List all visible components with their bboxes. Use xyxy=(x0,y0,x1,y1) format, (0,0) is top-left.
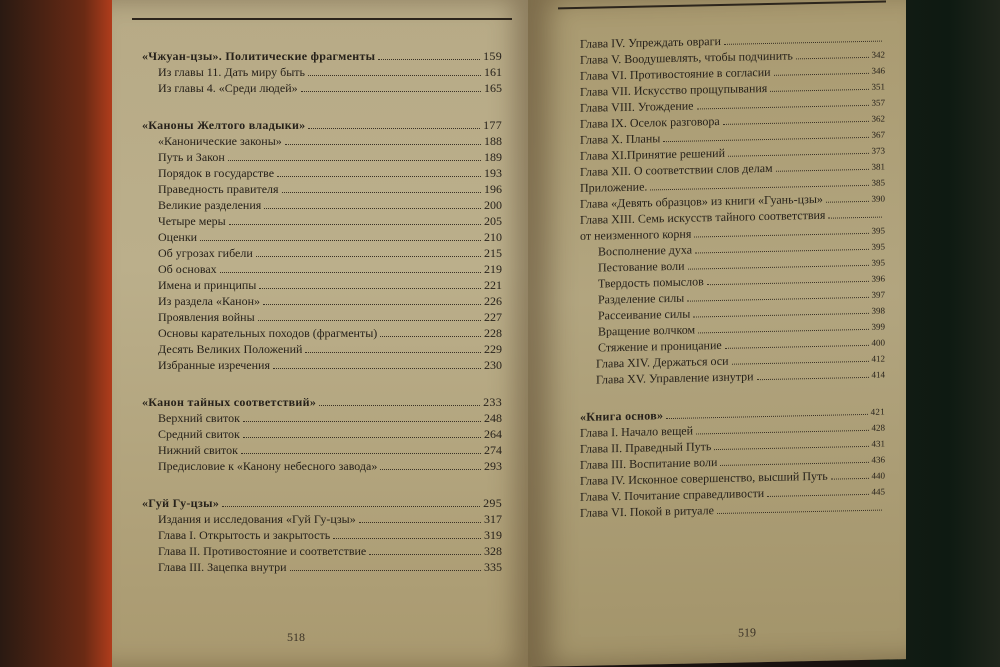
toc-entry xyxy=(142,410,502,426)
toc-entry xyxy=(142,559,502,575)
toc-entry-page: 159 xyxy=(483,49,502,63)
toc-entry-page: 414 xyxy=(871,369,885,380)
dot-leader xyxy=(380,336,481,337)
toc-entry-title: Глава VIII. Угождение xyxy=(580,98,694,115)
dot-leader xyxy=(277,176,481,177)
toc-entry-title: Оценки xyxy=(158,230,198,244)
toc-entry-title: Глава III. Воспитание воли xyxy=(580,455,718,472)
toc-entry-title: Глава «Девять образцов» из книги «Гуань-цзы» xyxy=(580,191,823,211)
dot-leader xyxy=(720,462,868,466)
toc-entry-page: 226 xyxy=(484,294,502,308)
dot-leader xyxy=(693,313,868,318)
toc-entry xyxy=(142,64,502,80)
toc-entry-title: «Книга основ» xyxy=(580,408,664,424)
toc-entry-title: Глава IV. Исконное совершенство, высший Путь xyxy=(580,468,828,488)
dot-leader xyxy=(241,453,481,454)
section-gap xyxy=(142,96,502,117)
toc-entry-page: 230 xyxy=(484,358,502,372)
toc-entry-title: Порядок в государстве xyxy=(158,166,275,180)
toc-entry-title: Об угрозах гибели xyxy=(158,246,253,260)
right-page xyxy=(528,0,906,667)
toc-entry-page: 445 xyxy=(871,486,885,497)
dot-leader xyxy=(663,137,868,142)
toc-entry-page: 390 xyxy=(871,193,885,204)
dot-leader xyxy=(285,144,481,145)
toc-entry-page: 367 xyxy=(871,129,885,140)
dot-leader xyxy=(695,249,868,254)
toc-entry-title: Глава III. Зацепка внутри xyxy=(158,560,287,574)
toc-entry xyxy=(142,197,502,213)
toc-entry-page: 362 xyxy=(871,113,885,124)
toc-entry xyxy=(142,357,502,373)
dot-leader xyxy=(826,201,869,203)
section-gap xyxy=(142,474,502,495)
section-gap xyxy=(142,373,502,394)
toc-entry-title: Глава I. Начало вещей xyxy=(580,423,694,440)
toc-entry-page: 357 xyxy=(871,97,885,108)
dot-leader xyxy=(831,478,869,480)
toc-entry-title: от неизменного корня xyxy=(580,226,692,243)
toc-entry-title: Пестование воли xyxy=(598,258,685,275)
toc-entry xyxy=(142,309,502,325)
dot-leader xyxy=(378,59,480,60)
dot-leader xyxy=(728,153,868,157)
dot-leader xyxy=(308,128,480,129)
dot-leader xyxy=(687,297,868,302)
dot-leader xyxy=(229,224,481,225)
toc-entry-title: «Чжуан-цзы». Политические фрагменты xyxy=(142,49,376,63)
toc-entry-title: Великие разделения xyxy=(158,198,262,212)
table-of-contents-left xyxy=(142,48,502,575)
toc-entry-page: 396 xyxy=(871,273,885,284)
dot-leader xyxy=(259,288,481,289)
dot-leader xyxy=(369,554,481,555)
header-rule xyxy=(132,18,512,20)
header-rule xyxy=(558,1,886,10)
toc-entry-title: Об основах xyxy=(158,262,217,276)
toc-entry-page: 412 xyxy=(871,353,885,364)
toc-entry-page: 397 xyxy=(871,289,885,300)
toc-entry-page: 229 xyxy=(484,342,502,356)
toc-entry-page: 351 xyxy=(871,81,885,92)
dot-leader xyxy=(222,506,480,507)
dot-leader xyxy=(308,75,481,76)
toc-entry-page: 165 xyxy=(484,81,502,95)
toc-section-heading xyxy=(142,394,502,410)
dot-leader xyxy=(723,121,869,125)
toc-entry-page: 317 xyxy=(484,512,502,526)
toc-entry-title: Нижний свиток xyxy=(158,443,238,457)
toc-entry xyxy=(142,458,502,474)
toc-entry-page: 188 xyxy=(484,134,502,148)
toc-entry-title: Проявления войны xyxy=(158,310,255,324)
toc-entry-page: 381 xyxy=(871,161,885,172)
toc-entry xyxy=(142,293,502,309)
toc-entry-page: 400 xyxy=(871,337,885,348)
dot-leader xyxy=(724,41,882,45)
toc-entry-page: 161 xyxy=(484,65,502,79)
toc-entry xyxy=(142,149,502,165)
toc-entry-page: 395 xyxy=(871,241,885,252)
dot-leader xyxy=(256,256,481,257)
toc-entry-title: Стяжение и проницание xyxy=(598,337,722,355)
toc-entry-title: Глава VI. Противостояние в согласии xyxy=(580,64,771,83)
page-number: 518 xyxy=(287,630,305,644)
toc-entry-title: Предисловие к «Канону небесного завода» xyxy=(158,459,378,473)
toc-entry-page: 385 xyxy=(871,177,885,188)
toc-entry-page: 177 xyxy=(483,118,502,132)
book-cover-left xyxy=(0,0,120,667)
toc-entry-title: Глава I. Открытость и закрытость xyxy=(158,528,331,542)
dot-leader xyxy=(282,192,481,193)
dot-leader xyxy=(828,217,882,219)
toc-entry-page: 346 xyxy=(871,65,885,76)
toc-entry-title: «Канон тайных соответствий» xyxy=(142,395,317,409)
dot-leader xyxy=(767,494,868,497)
toc-entry-page: 193 xyxy=(484,166,502,180)
table-of-contents-right xyxy=(580,30,885,521)
toc-entry-title: Издания и исследования «Гуй Гу-цзы» xyxy=(158,512,356,526)
toc-entry-page: 219 xyxy=(484,262,502,276)
toc-entry-title: Путь и Закон xyxy=(158,150,225,164)
dot-leader xyxy=(380,469,481,470)
dot-leader xyxy=(776,169,869,172)
dot-leader xyxy=(333,538,481,539)
toc-entry-page: 428 xyxy=(871,422,885,433)
toc-entry-title: Восполнение духа xyxy=(598,242,693,259)
toc-entry-title: Рассеивание силы xyxy=(598,306,691,323)
dot-leader xyxy=(774,73,869,76)
toc-entry-title: Глава VI. Покой в ритуале xyxy=(580,503,714,520)
dot-leader xyxy=(725,345,869,349)
toc-entry-title: «Каноны Желтого владыки» xyxy=(142,118,306,132)
toc-entry-title: Глава X. Планы xyxy=(580,131,661,147)
toc-entry xyxy=(142,426,502,442)
toc-entry-page: 233 xyxy=(483,395,502,409)
toc-entry-page: 436 xyxy=(871,454,885,465)
left-page xyxy=(112,0,532,667)
dot-leader xyxy=(694,233,868,238)
dot-leader xyxy=(263,304,481,305)
dot-leader xyxy=(707,281,869,285)
toc-entry-title: Глава IV. Упреждать овраги xyxy=(580,33,721,51)
dot-leader xyxy=(290,570,481,571)
toc-entry-page: 210 xyxy=(484,230,502,244)
toc-entry-page: 421 xyxy=(870,406,885,417)
toc-entry-title: Глава XI.Принятие решений xyxy=(580,145,726,163)
dot-leader xyxy=(666,414,867,419)
toc-entry-title: Разделение силы xyxy=(598,290,685,307)
toc-entry-title: Имена и принципы xyxy=(158,278,257,292)
toc-entry-page: 342 xyxy=(871,49,885,60)
toc-entry-page: 221 xyxy=(484,278,502,292)
toc-entry-page: 264 xyxy=(484,427,502,441)
dot-leader xyxy=(273,368,481,369)
toc-entry-title: Из раздела «Канон» xyxy=(158,294,261,308)
toc-entry-page: 196 xyxy=(484,182,502,196)
toc-entry-page: 215 xyxy=(484,246,502,260)
dot-leader xyxy=(359,522,481,523)
toc-entry-title: Основы карательных походов (фрагменты) xyxy=(158,326,378,340)
toc-entry-title: Глава XIV. Держаться оси xyxy=(596,353,729,371)
toc-entry-title: Глава II. Праведный Путь xyxy=(580,439,712,456)
toc-entry-title: «Канонические законы» xyxy=(158,134,282,148)
toc-entry-title: Средний свиток xyxy=(158,427,240,441)
toc-entry-title: Приложение. xyxy=(580,179,648,195)
toc-entry-page: 274 xyxy=(484,443,502,457)
toc-entry-page: 248 xyxy=(484,411,502,425)
dot-leader xyxy=(796,57,869,60)
dot-leader xyxy=(200,240,481,241)
toc-entry xyxy=(142,277,502,293)
toc-entry-page: 293 xyxy=(484,459,502,473)
toc-entry-page: 373 xyxy=(871,145,885,156)
toc-entry-title: Глава XV. Управление изнутри xyxy=(596,369,754,387)
toc-entry-title: Вращение волчком xyxy=(598,322,696,339)
toc-entry xyxy=(142,442,502,458)
toc-entry xyxy=(142,511,502,527)
toc-entry-page: 431 xyxy=(871,438,885,449)
toc-entry-page: 440 xyxy=(871,470,885,481)
toc-entry-title: Избранные изречения xyxy=(158,358,270,372)
dot-leader xyxy=(770,89,868,92)
toc-entry-page: 295 xyxy=(483,496,502,510)
toc-section-heading xyxy=(142,48,502,64)
toc-entry xyxy=(142,133,502,149)
toc-entry xyxy=(142,80,502,96)
toc-entry-page: 319 xyxy=(484,528,502,542)
dot-leader xyxy=(264,208,481,209)
page-number: 519 xyxy=(738,625,756,640)
toc-section-heading xyxy=(142,117,502,133)
toc-entry-title: Глава V. Воодушевлять, чтобы подчинить xyxy=(580,48,793,67)
dot-leader xyxy=(228,160,481,161)
dot-leader xyxy=(319,405,480,406)
dot-leader xyxy=(243,437,481,438)
toc-entry-page: 398 xyxy=(871,305,885,316)
dot-leader xyxy=(305,352,481,353)
toc-entry-title: Твердость помыслов xyxy=(598,274,704,291)
dot-leader xyxy=(698,329,868,334)
toc-entry-page: 399 xyxy=(871,321,885,332)
toc-entry xyxy=(142,341,502,357)
dot-leader xyxy=(697,105,869,110)
toc-entry xyxy=(142,213,502,229)
toc-section-heading xyxy=(142,495,502,511)
toc-entry xyxy=(142,527,502,543)
toc-entry-page: 395 xyxy=(871,225,885,236)
toc-entry-page: 228 xyxy=(484,326,502,340)
dot-leader xyxy=(696,430,868,435)
toc-entry-title: Десять Великих Положений xyxy=(158,342,303,356)
dot-leader xyxy=(757,377,869,380)
toc-entry-title: «Гуй Гу-цзы» xyxy=(142,496,220,510)
toc-entry xyxy=(142,261,502,277)
toc-entry-title: Глава VII. Искусство прощупывания xyxy=(580,80,768,99)
toc-entry-page: 335 xyxy=(484,560,502,574)
dot-leader xyxy=(220,272,481,273)
toc-entry-title: Глава II. Противостояние и соответствие xyxy=(158,544,367,558)
toc-entry-page: 227 xyxy=(484,310,502,324)
toc-entry-title: Праведность правителя xyxy=(158,182,279,196)
toc-entry xyxy=(142,325,502,341)
toc-entry-page: 328 xyxy=(484,544,502,558)
toc-entry-title: Глава XIII. Семь искусств тайного соответствия xyxy=(580,207,826,227)
toc-entry-title: Из главы 4. «Среди людей» xyxy=(158,81,298,95)
toc-entry-page: 395 xyxy=(871,257,885,268)
dot-leader xyxy=(714,446,868,450)
toc-entry xyxy=(142,181,502,197)
toc-entry xyxy=(142,229,502,245)
dot-leader xyxy=(732,361,869,365)
dot-leader xyxy=(243,421,481,422)
toc-entry-page: 200 xyxy=(484,198,502,212)
toc-entry-page: 205 xyxy=(484,214,502,228)
toc-entry-page: 189 xyxy=(484,150,502,164)
toc-entry-title: Верхний свиток xyxy=(158,411,240,425)
toc-entry-title: Четыре меры xyxy=(158,214,226,228)
dot-leader xyxy=(258,320,481,321)
toc-entry-title: Глава XII. О соответствии слов делам xyxy=(580,160,773,179)
dot-leader xyxy=(717,510,882,514)
toc-entry xyxy=(142,543,502,559)
toc-entry-title: Глава V. Почитание справедливости xyxy=(580,486,765,504)
dot-leader xyxy=(688,265,869,270)
dot-leader xyxy=(301,91,481,92)
toc-entry xyxy=(142,245,502,261)
toc-entry-title: Из главы 11. Дать миру быть xyxy=(158,65,305,79)
toc-entry-title: Глава IX. Оселок разговора xyxy=(580,113,720,131)
toc-entry xyxy=(142,165,502,181)
